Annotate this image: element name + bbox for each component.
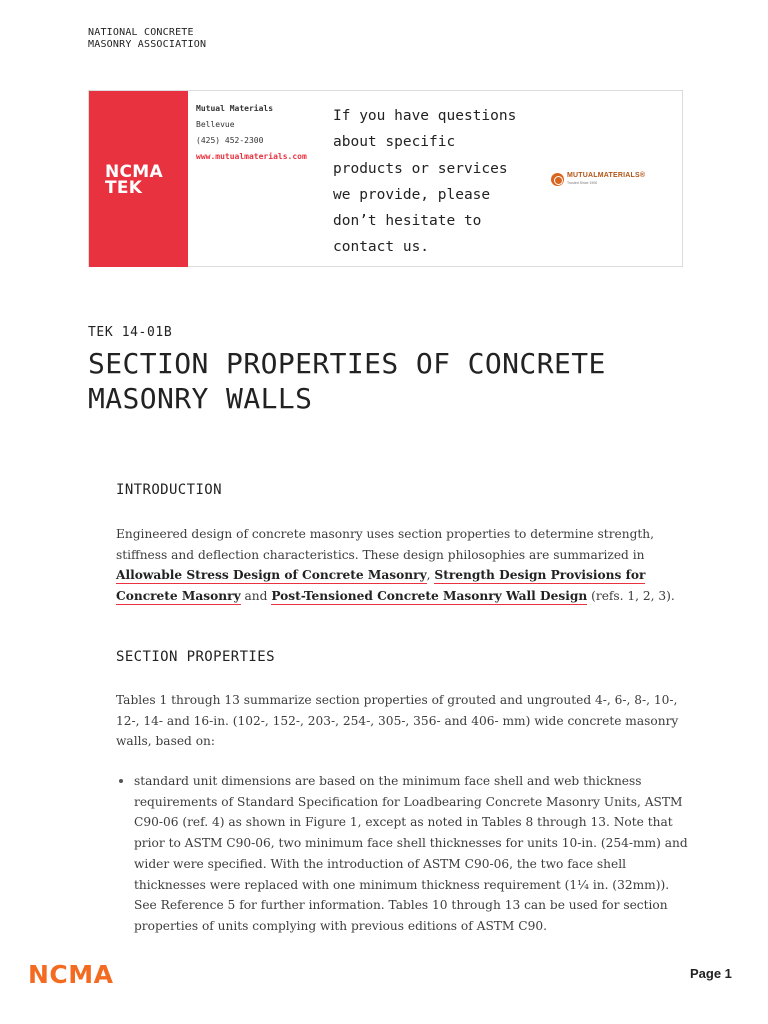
page-number: Page 1 [690,966,732,981]
link-allowable-stress-design[interactable]: Allowable Stress Design of Concrete Masonry [116,568,427,583]
mutual-materials-logo [551,172,651,188]
banner-message: If you have questions about specific products or services we provide, please don’t hesitate to contact us. [333,108,517,256]
introduction-paragraph [116,524,690,607]
contact-info [196,101,336,165]
mutual-materials-logo-icon [551,173,564,186]
link-strength-design-provisions[interactable]: Strength Design Provisions for Concrete Masonry [116,568,646,604]
intro-separator: and [240,589,272,604]
contact-banner [88,90,683,267]
document-code: TEK 14-01B [88,325,173,340]
contact-url[interactable]: www.mutualmaterials.com [196,152,307,161]
link-post-tensioned-design[interactable]: Post-Tensioned Concrete Masonry Wall Design [271,589,588,604]
contact-phone[interactable]: (425) 452-2300 [196,136,264,145]
intro-refs: (refs. 1, 2, 3). [587,589,675,604]
contact-city: Bellevue [196,120,235,129]
page-title: SECTION PROPERTIES OF CONCRETE MASONRY WALLS [88,347,606,415]
list-item: standard unit dimensions are based on the minimum face shell and web thickness requirements of Standard Specification for Loadbearing Concrete Masonry Units, ASTM C90-06 (ref. 4) as shown in Figure 1, except as noted in Tables 8 through 13. Note that prior to ASTM C90-06, two minimum face shell thicknesses for units 10-in. (254-mm) and wider were specified. With the introduction of ASTM C90-06, the two face shell thicknesses were replaced with one minimum thickness requirement (1¼ in. (32mm)). See Reference 5 for further information. Tables 10 through 13 can be used for section properties of units complying with previous editions of ASTM C90. [116,771,690,937]
org-name: NATIONAL CONCRETE MASONRY ASSOCIATION [88,27,207,50]
section-heading-section-properties: SECTION PROPERTIES [116,649,275,665]
section-properties-paragraph: Tables 1 through 13 summarize section properties of grouted and ungrouted 4-, 6-, 8-, 10-, 12-, 14- and 16-in. (102-, 152-, 203-, 254-, 305-, 356- and 406- mm) wide concrete masonry walls, based on: [116,693,679,749]
section-heading-introduction: INTRODUCTION [116,482,222,498]
partner-logo-name: MUTUALMATERIALS® [567,172,646,179]
intro-separator: , [426,568,435,583]
ncma-tek-logo: NCMA TEK [105,162,163,198]
contact-name: Mutual Materials [196,104,274,113]
intro-text: Engineered design of concrete masonry uses section properties to determine strength, stiffness and deflection characteristics. These design philosophies are summarized in [116,527,655,562]
ncma-tek-block [89,91,188,267]
section-properties-list [116,771,690,937]
footer-ncma-logo: NCMA [28,960,114,989]
partner-logo-tagline: Trusted Since 1900 [567,181,598,185]
